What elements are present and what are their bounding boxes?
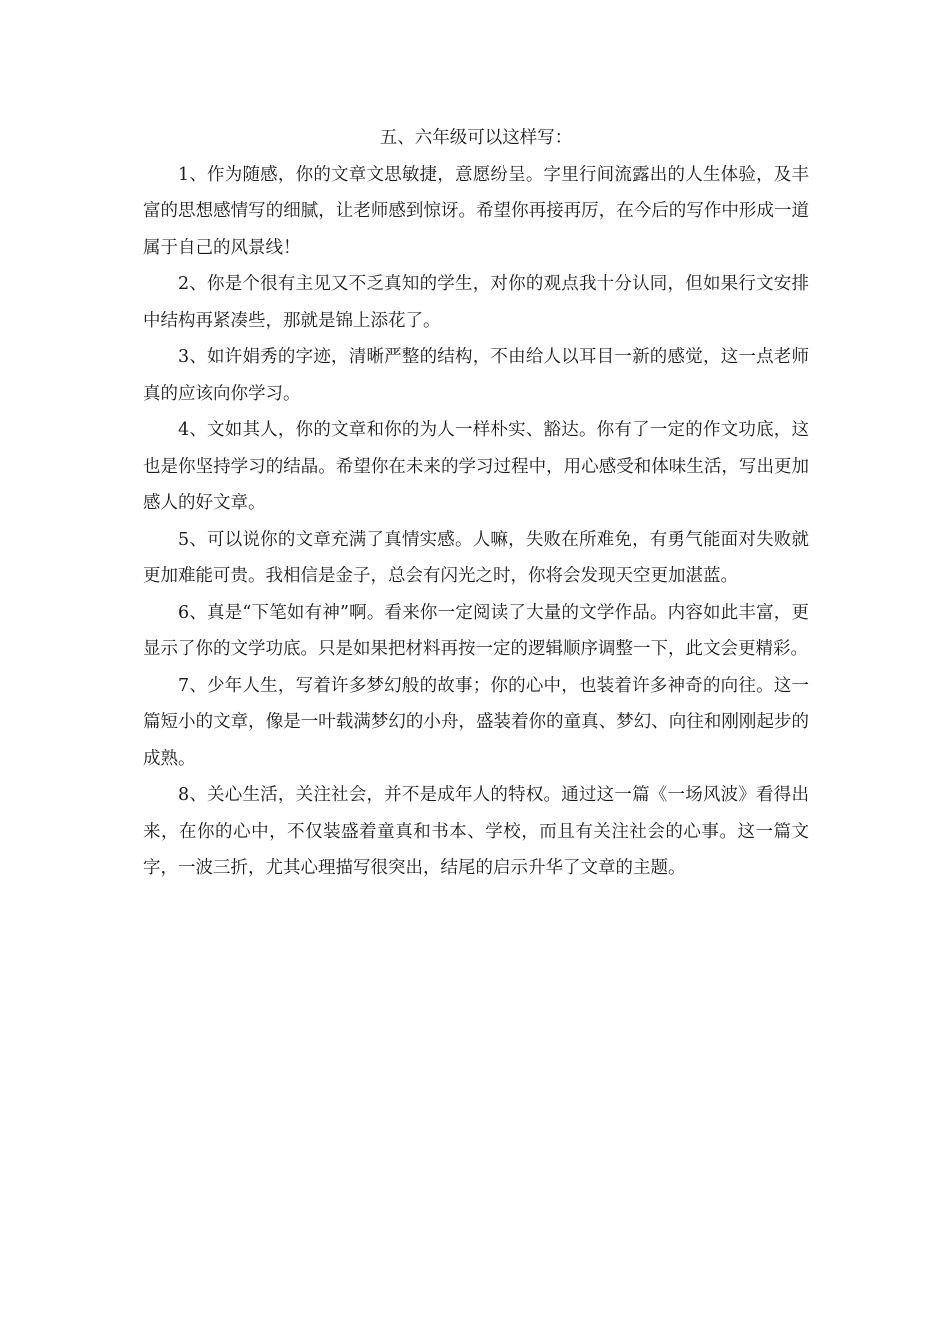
comment-paragraph-1: 1、作为随感，你的文章文思敏捷，意愿纷呈。字里行间流露出的人生体验，及丰富的思想感情写的细腻，让老师感到惊讶。希望你再接再厉，在今后的写作中形成一道属于自己的风景线！ — [143, 164, 809, 258]
document-title: 五、六年级可以这样写： — [379, 128, 573, 148]
comment-paragraph-2: 2、你是个很有主见又不乏真知的学生，对你的观点我十分认同，但如果行文安排中结构再紧凑些，那就是锦上添花了。 — [143, 274, 809, 331]
comment-paragraph-6: 6、真是“下笔如有神”啊。看来你一定阅读了大量的文学作品。内容如此丰富，更显示了你的文学功底。只是如果把材料再按一定的逻辑顺序调整一下，此文会更精彩。 — [143, 602, 809, 659]
comment-paragraph-5: 5、可以说你的文章充满了真情实感。人嘛，失败在所难免，有勇气能面对失败就更加难能可贵。我相信是金子，总会有闪光之时，你将会发现天空更加湛蓝。 — [143, 529, 809, 586]
comment-paragraph-7: 7、少年人生，写着许多梦幻般的故事；你的心中，也装着许多神奇的向往。这一篇短小的文章，像是一叶载满梦幻的小舟，盛装着你的童真、梦幻、向往和刚刚起步的成熟。 — [143, 675, 809, 769]
document-body — [143, 120, 809, 887]
comment-paragraph-3: 3、如许娟秀的字迹，清晰严整的结构，不由给人以耳目一新的感觉，这一点老师真的应该向你学习。 — [143, 347, 809, 404]
comment-paragraph-8: 8、关心生活，关注社会，并不是成年人的特权。通过这一篇《一场风波》看得出来，在你的心中，不仅装盛着童真和书本、学校，而且有关注社会的心事。这一篇文字，一波三折，尤其心理描写很突出，结尾的启示升华了文章的主题。 — [143, 785, 809, 878]
comment-paragraph-4: 4、文如其人，你的文章和你的为人一样朴实、豁达。你有了一定的作文功底，这也是你坚持学习的结晶。希望你在未来的学习过程中，用心感受和体味生活，写出更加感人的好文章。 — [143, 420, 809, 513]
